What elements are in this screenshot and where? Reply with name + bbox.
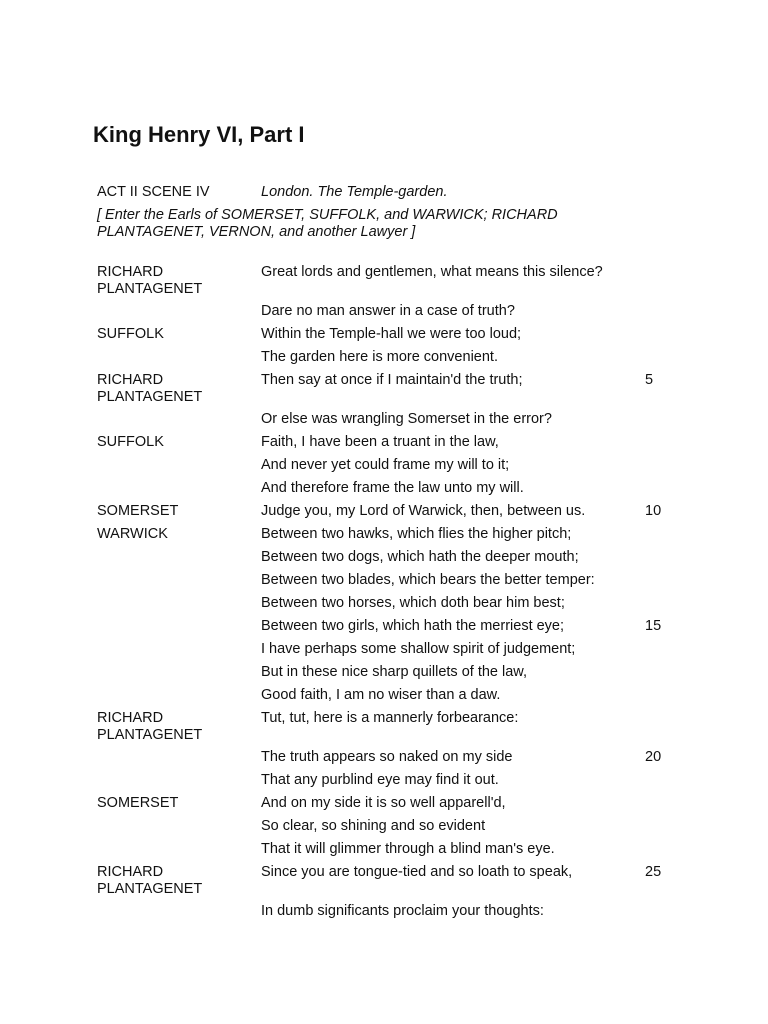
line-text: Good faith, I am no wiser than a daw. bbox=[261, 687, 501, 703]
line-text: Judge you, my Lord of Warwick, then, between us. bbox=[261, 503, 586, 519]
line-text: That any purblind eye may find it out. bbox=[261, 772, 499, 788]
line-text: Faith, I have been a truant in the law, bbox=[261, 434, 499, 450]
page-title: King Henry VI, Part I bbox=[93, 122, 305, 147]
line-text: The garden here is more convenient. bbox=[261, 349, 498, 365]
stage-direction: [ Enter the Earls of SOMERSET, SUFFOLK, and WARWICK; RICHARD PLANTAGENET, VERNON, and another Lawyer ] bbox=[97, 207, 558, 240]
line-text: And never yet could frame my will to it; bbox=[261, 457, 510, 473]
line-text: Between two dogs, which hath the deeper mouth; bbox=[261, 549, 579, 565]
line-text: Then say at once if I maintain'd the truth; bbox=[261, 372, 523, 388]
speaker-name: RICHARD PLANTAGENET bbox=[97, 264, 203, 297]
speaker-name: RICHARD PLANTAGENET bbox=[97, 710, 203, 743]
speaker-name: RICHARD PLANTAGENET bbox=[97, 864, 203, 897]
speaker-name: SOMERSET bbox=[97, 795, 179, 811]
line-text: Or else was wrangling Somerset in the error? bbox=[261, 411, 552, 427]
act-scene-label: ACT II SCENE IV bbox=[97, 184, 210, 200]
line-text: Since you are tongue-tied and so loath to speak, bbox=[261, 864, 573, 880]
line-text: But in these nice sharp quillets of the law, bbox=[261, 664, 527, 680]
line-text: Great lords and gentlemen, what means this silence? bbox=[261, 264, 603, 280]
line-text: And therefore frame the law unto my will. bbox=[261, 480, 524, 496]
line-text: Dare no man answer in a case of truth? bbox=[261, 303, 515, 319]
line-number: 25 bbox=[645, 864, 662, 880]
scene-location: London. The Temple-garden. bbox=[261, 184, 448, 200]
line-text: Between two hawks, which flies the higher pitch; bbox=[261, 526, 572, 542]
speaker-name: SUFFOLK bbox=[97, 326, 164, 342]
line-text: That it will glimmer through a blind man's eye. bbox=[261, 841, 555, 857]
speaker-name: SOMERSET bbox=[97, 503, 179, 519]
line-text: Tut, tut, here is a mannerly forbearance: bbox=[261, 710, 519, 726]
speaker-name: WARWICK bbox=[97, 526, 168, 542]
line-text: And on my side it is so well apparell'd, bbox=[261, 795, 506, 811]
line-text: Within the Temple-hall we were too loud; bbox=[261, 326, 522, 342]
speaker-name: SUFFOLK bbox=[97, 434, 164, 450]
line-text: The truth appears so naked on my side bbox=[261, 749, 513, 765]
line-number: 5 bbox=[645, 372, 654, 388]
line-text: In dumb significants proclaim your thoughts: bbox=[261, 903, 544, 919]
line-number: 20 bbox=[645, 749, 662, 765]
line-number: 10 bbox=[645, 503, 662, 519]
line-text: Between two blades, which bears the better temper: bbox=[261, 572, 595, 588]
line-text: Between two horses, which doth bear him best; bbox=[261, 595, 565, 611]
line-text: Between two girls, which hath the merriest eye; bbox=[261, 618, 565, 634]
speaker-name: RICHARD PLANTAGENET bbox=[97, 372, 203, 405]
line-text: So clear, so shining and so evident bbox=[261, 818, 486, 834]
line-number: 15 bbox=[645, 618, 662, 634]
line-text: I have perhaps some shallow spirit of judgement; bbox=[261, 641, 576, 657]
